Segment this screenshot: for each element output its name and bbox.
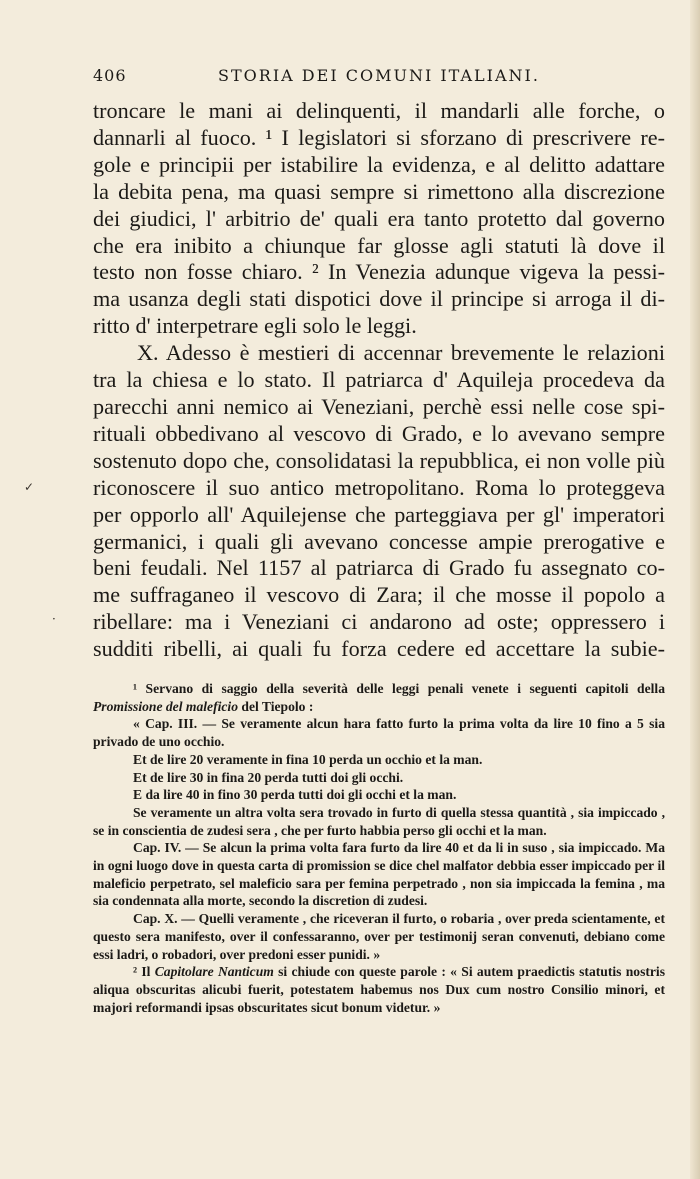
- footnote-quote: Et de lire 20 veramente in fina 10 perda un occhio et la man.: [133, 751, 483, 767]
- footnote-quote: « Cap. III. — Se veramente alcun hara fatto furto la prima volta da lire 10 fino a 5 sia privado de uno occhio.: [93, 716, 665, 750]
- text-line: X. Adesso è mestieri di accennar brevemente le relazioni: [137, 340, 665, 366]
- footnote-title: Capitolare Nanticum: [154, 964, 274, 980]
- footnote-text: ¹ Servano di saggio della severità delle leggi penali venete i seguenti capitoli della: [133, 681, 665, 696]
- footnote-text: del Tiepolo :: [238, 698, 314, 714]
- text-line: sostenuto dopo che, consolidatasi la repubblica, ei non volle più: [93, 447, 665, 473]
- footnote-quote: E da lire 40 in fino 30 perda tutti doi gli occhi et la man.: [133, 787, 457, 803]
- text-line: beni feudali. Nel 1157 al patriarca di Grado fu assegnato co-: [93, 555, 665, 581]
- margin-mark: ·: [52, 612, 56, 626]
- paragraph-1: [93, 98, 665, 340]
- text-line: ribellare: ma i Veneziani ci andarono ad oste; oppressero i: [93, 609, 665, 635]
- running-header: [93, 66, 665, 92]
- text-line: ma usanza degli stati dispotici dove il principe si arroga il di-: [93, 286, 665, 312]
- text-line: parecchi anni nemico ai Veneziani, perchè essi nelle cose spi-: [93, 393, 665, 419]
- footnote-text: si chiude con queste parole : « Si autem praedictis statutis nostris aliqua obscuritas alicubi fuerit, potestatem habemus nos Dux cum nostro Consilio minori, et majori reformandi ipsas obscuritates sicut bonum videtur. »: [93, 964, 665, 1015]
- footnote-quote: Se veramente un altra volta sera trovado in furto di quella stessa quantità , sia impiccado , se in conscientia de zudesi sera , che per furto habbia perso gli occhi et la man.: [93, 804, 665, 838]
- text-line: sudditi ribelli, ai quali fu forza cedere ed accettare la subie-: [93, 636, 665, 662]
- footnote-text: ² Il: [133, 964, 155, 980]
- main-text: [93, 98, 665, 663]
- footnote-quote: Cap. X. — Quelli veramente , che riceveran il furto, o robaria , over preda scientamente, et questo sera manifesto, over il confessaranno, over per testimonij seran convenuti, debiano come essi ladri, o robadori, over predoni esser punidi. »: [93, 911, 665, 962]
- text-line: che era inibito a chiunque far glosse agli statuti là dove il: [93, 232, 665, 258]
- text-line: me suffraganeo il vescovo di Zara; il che mosse il popolo a: [93, 582, 665, 608]
- footnote-title: Promissione del maleficio: [93, 698, 238, 714]
- footnote-quote: Et de lire 30 in fina 20 perda tutti doi gli occhi.: [133, 769, 404, 785]
- text-line: per opporlo all' Aquilejense che parteggiava per gl' imperatori: [93, 501, 665, 527]
- text-line: riconoscere il suo antico metropolitano. Roma lo proteggeva: [93, 474, 665, 500]
- text-line: testo non fosse chiaro. ² In Venezia adunque vigeva la pessi-: [93, 259, 665, 285]
- text-line: la debita pena, ma quasi sempre si rimettono alla discrezione: [93, 178, 665, 204]
- text-line: dannarli al fuoco. ¹ I legislatori si sforzano di prescrivere re-: [93, 124, 665, 150]
- page-number: 406: [93, 66, 127, 85]
- text-line: rituali obbedivano al vescovo di Grado, e lo avevano sempre: [93, 420, 665, 446]
- text-line: germanici, i quali gli avevano concesse ampie prerogative e: [93, 528, 665, 554]
- footnotes: [93, 680, 665, 1016]
- margin-mark: ✓: [24, 480, 35, 494]
- text-line: dei giudici, l' arbitrio de' quali era tanto protetto dal governo: [93, 205, 665, 231]
- footnote-2: [93, 963, 665, 1016]
- text-line: gole e principii per istabilire la evidenza, e al delitto adattare: [93, 151, 665, 177]
- text-line: troncare le mani ai delinquenti, il mandarli alle forche, o: [93, 98, 665, 123]
- footnote-1-intro: [93, 680, 665, 715]
- text-line: tra la chiesa e lo stato. Il patriarca d' Aquileja procedeva da: [93, 367, 665, 393]
- paragraph-2: [93, 340, 665, 663]
- footnote-quote: Cap. IV. — Se alcun la prima volta fara furto da lire 40 et da li in suso , sia impiccado. Ma in ogni luogo dove in questa carta di promission se dice chel malfator debbia esser impiccado per il maleficio perpetrato, sel maleficio sara per femina perpetrado , non sia impiccada la femina , ma sia condennata alla morte, secondo la discretion di zudesi.: [93, 840, 665, 909]
- page-edge: [690, 0, 700, 1179]
- text-line: ritto d' interpetrare egli solo le leggi.: [93, 313, 417, 339]
- running-title: STORIA DEI COMUNI ITALIANI.: [218, 66, 540, 85]
